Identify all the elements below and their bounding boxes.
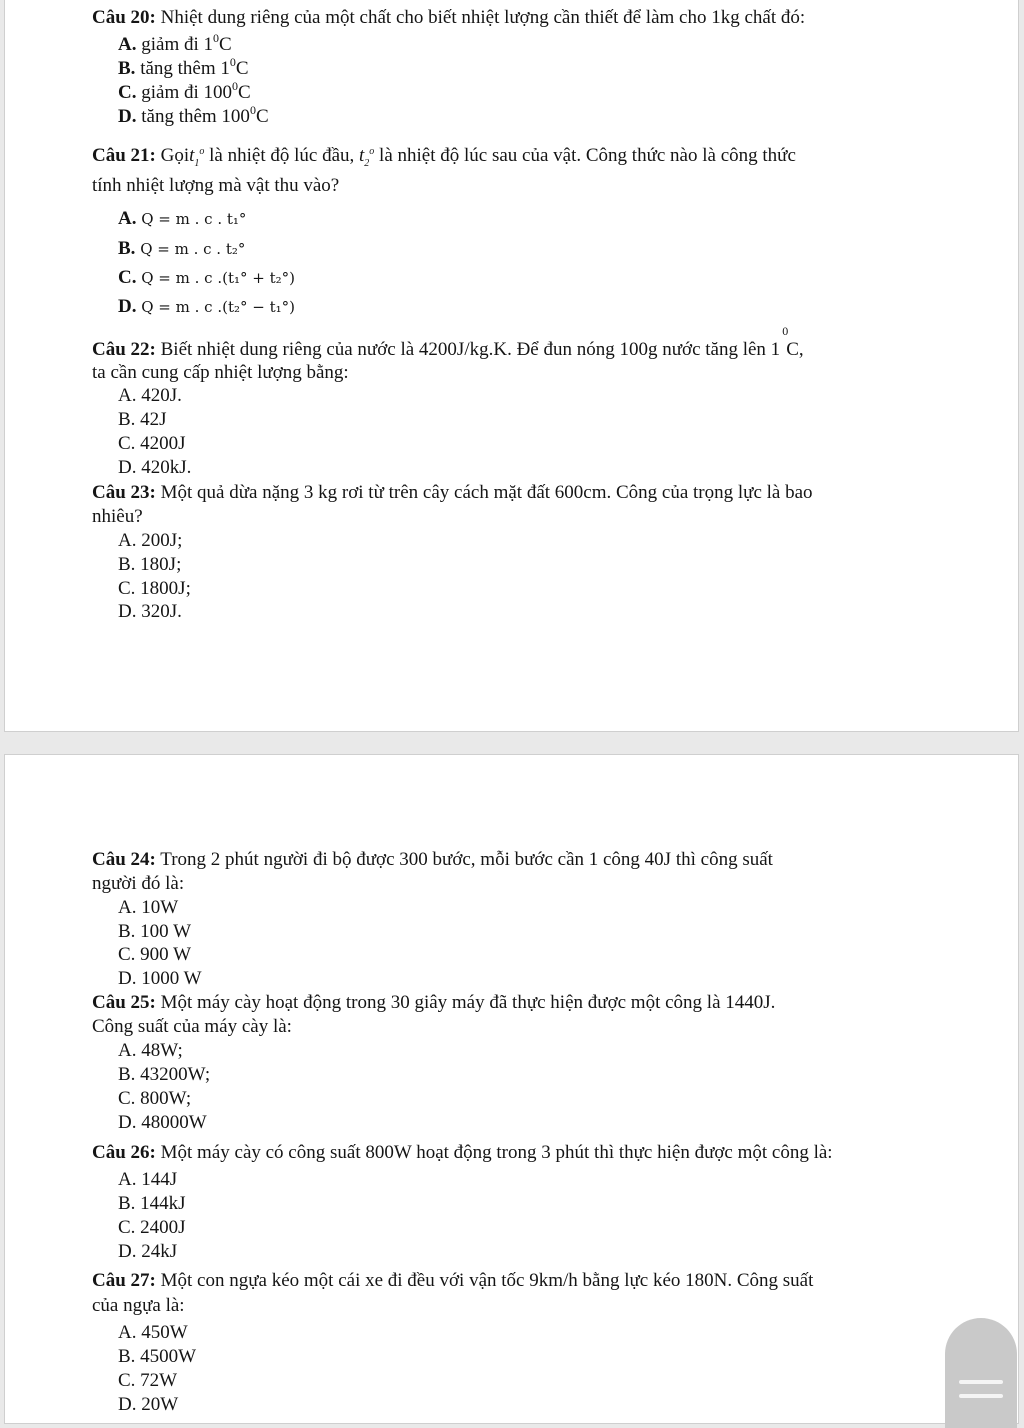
- question-label: Câu 26:: [92, 1142, 156, 1163]
- question-27-line2: của ngựa là:: [92, 1295, 185, 1316]
- t-letter: t: [359, 145, 365, 166]
- question-22-line2: ta cần cung cấp nhiệt lượng bằng:: [92, 362, 349, 383]
- option-a: A. 10W: [118, 897, 179, 918]
- question-text: Một máy cày hoạt động trong 30 giây máy đã thực hiện được một công là 1440J.: [160, 992, 776, 1013]
- question-20: [92, 6, 805, 30]
- question-text-c: là nhiệt độ lúc sau của vật. Công thức nào là công thức: [379, 145, 796, 166]
- option-d: [118, 295, 295, 319]
- option-b: [118, 57, 249, 81]
- menu-button[interactable]: [945, 1318, 1017, 1428]
- option-d: D. 320J.: [118, 601, 182, 622]
- question-label: Câu 21:: [92, 145, 156, 166]
- question-21: [92, 144, 796, 176]
- option-b: B. 42J: [118, 409, 167, 430]
- degree-sup: 0: [213, 31, 220, 45]
- t-letter: t: [189, 145, 195, 166]
- question-24-line2: người đó là:: [92, 873, 185, 894]
- option-c: C. 72W: [118, 1370, 178, 1391]
- option-d: D. 20W: [118, 1394, 179, 1415]
- option-text: giảm đi 1: [141, 34, 214, 55]
- degree-sup: 0: [782, 324, 789, 338]
- unit: C,: [786, 339, 804, 360]
- question-text: Một quả dừa nặng 3 kg rơi từ trên cây cách mặt đất 600cm. Công của trọng lực là bao: [160, 482, 813, 503]
- t2-symbol: $t_2^o$: [359, 145, 375, 169]
- question-text-b: là nhiệt độ lúc đầu,: [209, 145, 355, 166]
- option-key: B.: [118, 58, 136, 79]
- option-key: D.: [118, 296, 137, 317]
- question-label: Câu 22:: [92, 339, 156, 360]
- option-b: B. 4500W: [118, 1346, 197, 1367]
- degree-sup: 0: [249, 103, 256, 117]
- question-label: Câu 27:: [92, 1270, 156, 1291]
- formula: Q = m . c . t₁°: [141, 210, 247, 228]
- unit: C: [219, 34, 232, 55]
- question-text: Một máy cày có công suất 800W hoạt động trong 3 phút thì thực hiện được một công là:: [160, 1142, 833, 1163]
- question-25-line2: Công suất của máy cày là:: [92, 1016, 292, 1037]
- option-a: A. 144J: [118, 1169, 178, 1190]
- option-c: C. 2400J: [118, 1217, 186, 1238]
- option-d: D. 48000W: [118, 1112, 207, 1133]
- question-text: Nhiệt dung riêng của một chất cho biết nhiệt lượng cần thiết để làm cho 1kg chất đó:: [160, 7, 806, 28]
- question-text: Trong 2 phút người đi bộ được 300 bước, mỗi bước cần 1 công 40J thì công suất: [160, 849, 773, 870]
- option-a: A. 420J.: [118, 385, 182, 406]
- degree-sup: 0: [232, 79, 239, 93]
- option-a: [118, 33, 232, 57]
- question-23: [92, 481, 813, 505]
- question-label: Câu 24:: [92, 849, 156, 870]
- degree-sup: 0: [229, 55, 236, 69]
- t1-symbol: $t_1^o$: [189, 145, 205, 169]
- option-b: B. 100 W: [118, 921, 192, 942]
- question-text: Một con ngựa kéo một cái xe đi đều với vận tốc 9km/h bằng lực kéo 180N. Công suất: [160, 1270, 814, 1291]
- option-text: tăng thêm 100: [141, 106, 250, 127]
- option-d: D. 420kJ.: [118, 457, 192, 478]
- question-text: Biết nhiệt dung riêng của nước là 4200J/kg.K. Để đun nóng 100g nước tăng lên 1: [160, 339, 781, 360]
- option-key: A.: [118, 34, 137, 55]
- question-25: [92, 991, 775, 1015]
- option-d: D. 1000 W: [118, 968, 202, 989]
- unit: C: [238, 82, 251, 103]
- menu-icon: [959, 1380, 1003, 1384]
- option-text: tăng thêm 1: [140, 58, 230, 79]
- question-24: [92, 848, 773, 872]
- option-text: giảm đi 100: [141, 82, 233, 103]
- option-key: C.: [118, 82, 137, 103]
- question-27: [92, 1269, 813, 1293]
- option-c: C. 1800J;: [118, 578, 191, 599]
- option-c: C. 800W;: [118, 1088, 192, 1109]
- formula: Q = m . c .(t₂° − t₁°): [141, 298, 295, 316]
- unit: C: [235, 58, 249, 79]
- option-key: B.: [118, 238, 136, 259]
- formula: Q = m . c .(t₁° + t₂°): [141, 269, 295, 287]
- option-key: D.: [118, 106, 137, 127]
- option-a: A. 48W;: [118, 1040, 183, 1061]
- formula: Q = m . c . t₂°: [140, 240, 246, 258]
- question-22: [92, 324, 804, 362]
- question-label: Câu 23:: [92, 482, 156, 503]
- option-key: C.: [118, 267, 137, 288]
- question-23-line2: nhiêu?: [92, 506, 143, 527]
- option-a: [118, 207, 246, 231]
- option-a: A. 450W: [118, 1322, 188, 1343]
- menu-icon: [959, 1394, 1003, 1398]
- unit: C: [255, 106, 269, 127]
- question-label: Câu 25:: [92, 992, 156, 1013]
- option-c: C. 4200J: [118, 433, 186, 454]
- question-label: Câu 20:: [92, 7, 156, 28]
- option-a: A. 200J;: [118, 530, 183, 551]
- option-key: A.: [118, 208, 137, 229]
- question-21-line2: tính nhiệt lượng mà vật thu vào?: [92, 175, 340, 196]
- option-b: B. 43200W;: [118, 1064, 211, 1085]
- option-b: B. 180J;: [118, 554, 182, 575]
- question-26: [92, 1141, 833, 1165]
- option-b: [118, 237, 245, 261]
- option-c: C. 900 W: [118, 944, 192, 965]
- option-c: [118, 266, 295, 290]
- question-text-a: Gọi: [160, 145, 190, 166]
- option-d: [118, 105, 269, 129]
- option-c: [118, 81, 251, 105]
- option-d: D. 24kJ: [118, 1241, 178, 1262]
- option-b: B. 144kJ: [118, 1193, 186, 1214]
